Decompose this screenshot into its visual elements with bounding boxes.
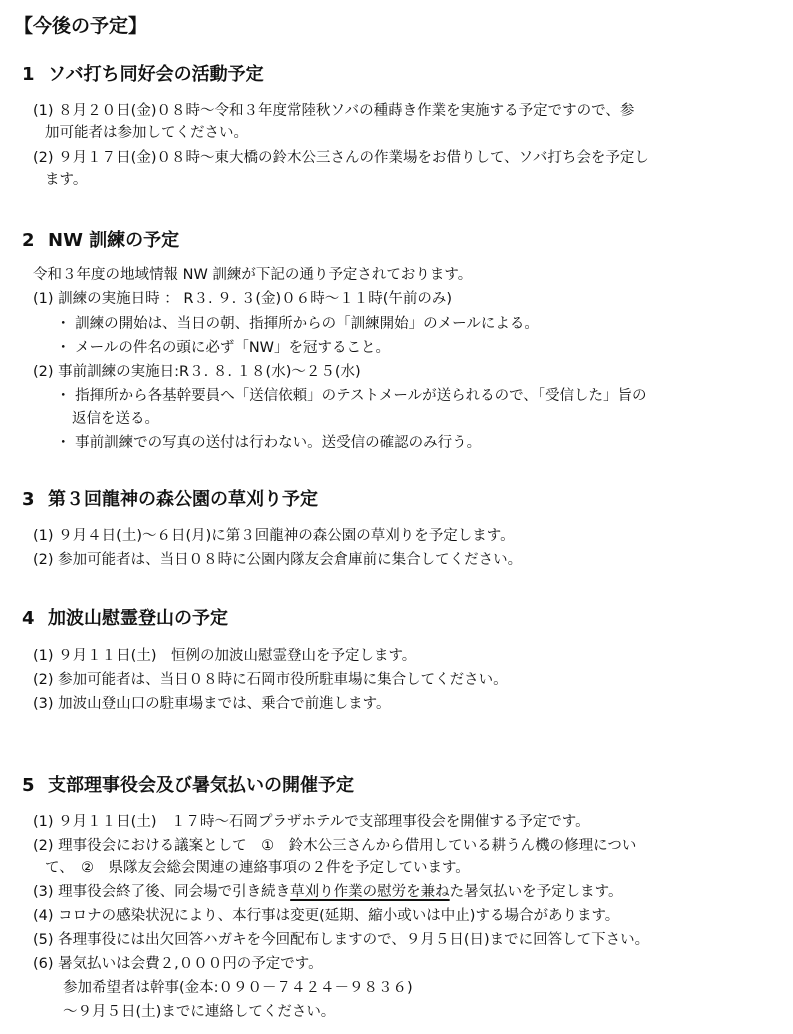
section-title: 加波山慰霊登山の予定 <box>48 608 228 629</box>
list-item <box>33 288 452 310</box>
item-marker: (2) <box>33 838 54 854</box>
item-text: ９月４日(土)～６日(月)に第３回龍神の森公園の草刈りを予定します。 <box>58 528 515 544</box>
item-marker: (2) <box>33 672 54 688</box>
item-sub-line: 参加希望者は幹事(金本:０９０－７４２４－９８３６) <box>63 980 413 996</box>
item-marker: (1) <box>33 648 54 664</box>
item-text: 参加可能者は、当日０８時に石岡市役所駐車場に集合してください。 <box>58 672 508 688</box>
list-item <box>33 361 361 383</box>
item-text: ９月１１日(土) １７時～石岡プラザホテルで支部理事役会を開催する予定です。 <box>58 814 590 830</box>
section-number: 4 <box>22 608 35 629</box>
item-marker: (1) <box>33 528 54 544</box>
bullet-item: ・ 事前訓練での写真の送付は行わない。送受信の確認のみ行う。 <box>56 435 482 451</box>
item-text: ８月２０日(金)０８時～令和３年度常陸秋ソバの種蒔き作業を実施する予定ですので、参 <box>58 103 635 119</box>
list-item <box>33 645 416 667</box>
section-number: 2 <box>22 230 35 251</box>
list-item <box>33 953 323 975</box>
item-marker: (1) <box>33 103 54 119</box>
item-marker: (5) <box>33 932 54 948</box>
item-marker: (3) <box>33 696 54 712</box>
bullet-continuation: 返信を送る。 <box>72 411 159 427</box>
item-text: 参加可能者は、当日０８時に公園内隊友会倉庫前に集合してください。 <box>58 552 523 568</box>
item-marker: (6) <box>33 956 54 972</box>
item-continuation: ます。 <box>45 172 88 188</box>
list-item <box>33 693 391 715</box>
item-marker: (2) <box>33 150 54 166</box>
item-marker: (1) <box>33 814 54 830</box>
item-text-post: た暑気払いを予定します。 <box>449 884 623 900</box>
item-text: コロナの感染状況により、本行事は変更(延期、縮小或いは中止)する場合があります。 <box>58 908 620 924</box>
list-item <box>33 929 649 951</box>
section-title: NW 訓練の予定 <box>48 230 180 251</box>
section-heading <box>22 606 228 632</box>
document-title: 【今後の予定】 <box>14 15 148 37</box>
item-text <box>58 884 622 900</box>
item-text: 暑気払いは会費２,０００円の予定です。 <box>58 956 323 972</box>
section-heading <box>22 228 179 254</box>
list-item <box>33 549 522 571</box>
section-title: ソバ打ち同好会の活動予定 <box>48 64 264 85</box>
item-text: ９月１１日(土) 恒例の加波山慰霊登山を予定します。 <box>58 648 417 664</box>
section-number: 5 <box>22 775 35 796</box>
bullet-item: ・ 訓練の開始は、当日の朝、指揮所からの「訓練開始」のメールによる。 <box>56 316 539 332</box>
section-intro: 令和３年度の地域情報 NW 訓練が下記の通り予定されております。 <box>33 267 473 283</box>
section-heading <box>22 62 264 88</box>
section-title: 支部理事役会及び暑気払いの開催予定 <box>48 775 354 796</box>
list-item <box>33 881 623 903</box>
item-text: ９月１７日(金)０８時～東大橋の鈴木公三さんの作業場をお借りして、ソバ打ち会を予定し <box>58 150 649 166</box>
list-item <box>33 811 590 833</box>
item-marker: (2) <box>33 364 54 380</box>
section-heading <box>22 487 318 513</box>
bullet-item: ・ 指揮所から各基幹要員へ「送信依頼」のテストメールが送られるので、「受信した」旨の <box>56 388 647 404</box>
item-text: 理事役会における議案として ① 鈴木公三さんから借用している耕うん機の修理につい <box>58 838 637 854</box>
item-marker: (2) <box>33 552 54 568</box>
item-text: 加波山登山口の駐車場までは、乗合で前進します。 <box>58 696 391 712</box>
list-item <box>33 100 634 122</box>
item-marker: (3) <box>33 884 54 900</box>
underlined-text: 草刈り作業の慰労を兼ね <box>290 884 450 900</box>
section-number: 1 <box>22 64 35 85</box>
item-continuation: 加可能者は参加してください。 <box>45 125 248 141</box>
list-item <box>33 835 636 857</box>
item-text: 事前訓練の実施日:R３. ８. １８(水)～２５(水) <box>58 364 361 380</box>
list-item <box>33 905 619 927</box>
item-continuation: て、 ② 県隊友会総会関連の連絡事項の２件を予定しています。 <box>45 860 470 876</box>
list-item <box>33 525 515 547</box>
item-marker: (4) <box>33 908 54 924</box>
item-text: 訓練の実施日時 ： R３. ９. ３(金)０６時～１１時(午前のみ) <box>58 291 453 307</box>
item-text: 各理事役には出欠回答ハガキを今回配布しますので、９月５日(日)までに回答して下さい。 <box>58 932 650 948</box>
section-heading <box>22 773 354 799</box>
item-text-pre: 理事役会終了後、同会場で引き続き <box>58 884 291 900</box>
item-sub-line: ～９月５日(土)までに連絡してください。 <box>63 1004 336 1020</box>
item-marker: (1) <box>33 291 54 307</box>
bullet-item: ・ メールの件名の頭に必ず「NW」を冠すること。 <box>56 340 391 356</box>
section-number: 3 <box>22 489 35 510</box>
list-item <box>33 669 508 691</box>
list-item <box>33 147 649 169</box>
section-title: 第３回龍神の森公園の草刈り予定 <box>48 489 318 510</box>
